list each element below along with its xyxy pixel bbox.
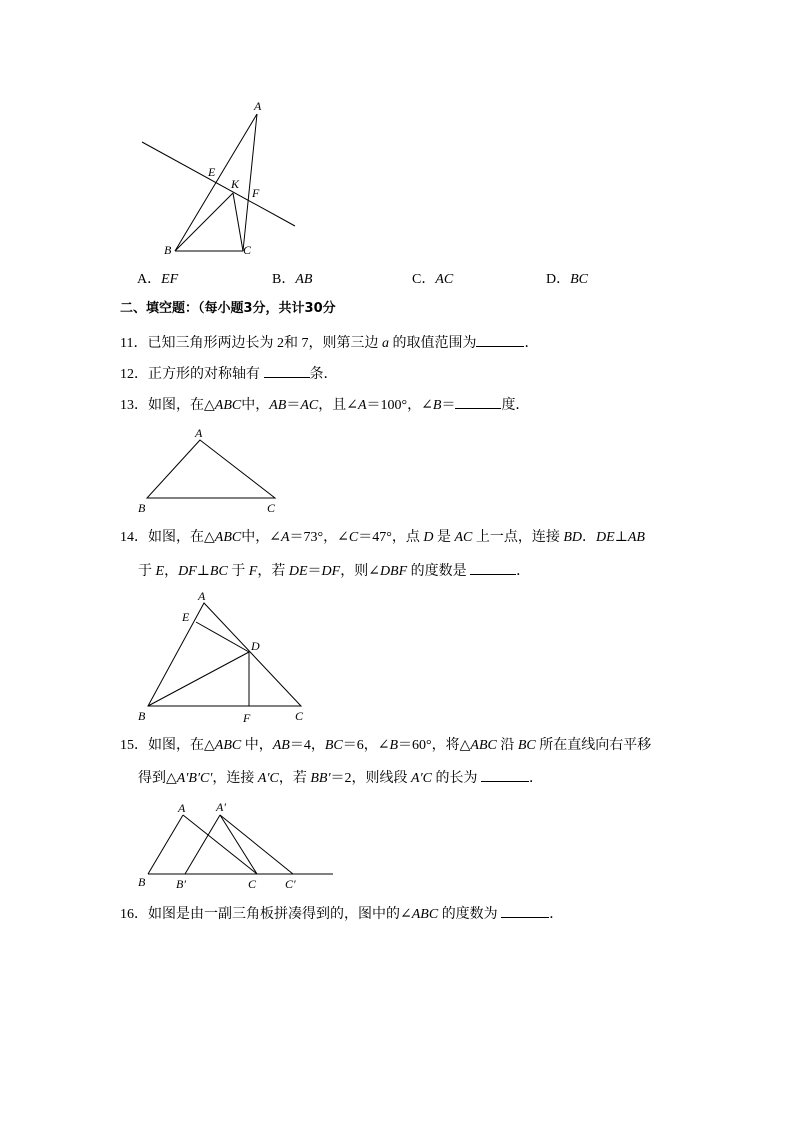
text-q14-l1-13: DE: [596, 530, 615, 545]
text-q13-end: 度．: [501, 398, 530, 413]
fig15-seg-ac: [183, 815, 257, 874]
text-q15-l2-7: A′C: [411, 771, 432, 786]
fig1-label-a: A: [254, 99, 262, 113]
text-q15-l2-8: 的长为: [432, 771, 481, 786]
text-q13-ab: AB: [269, 398, 287, 413]
text-q14-l1-4: ＝73°，∠: [289, 530, 349, 545]
text-q15-l1-7: B: [389, 738, 399, 753]
text-q14-l1-10: 上一点，连接: [472, 530, 564, 545]
text-q13-p3: ，且∠: [318, 398, 358, 413]
text-q14-l1-5: C: [348, 530, 359, 545]
text-q15-l1-1: ABC: [214, 738, 242, 753]
fig1-label-b: B: [164, 243, 172, 257]
text-q15-l2-1: A′B′C′: [176, 771, 213, 786]
text-q14-l1-9: AC: [454, 530, 473, 545]
text-q15-l2-2: ，连接: [212, 771, 258, 786]
text-q13-p5: ＝: [441, 398, 456, 413]
fig14-label-a: A: [198, 589, 206, 603]
text-q16-abc: ABC: [411, 907, 439, 922]
text-q15-l1-5: BC: [324, 738, 343, 753]
text-q11-var: a: [381, 336, 389, 351]
fig15-seg-ab: [148, 815, 183, 874]
text-q15-l1-8: ＝60°，将△: [398, 738, 471, 753]
text-q11-text_b: 的取值范围为: [392, 336, 477, 351]
text-q15-l2-3: A′C: [257, 771, 279, 786]
text-q15-l1-11: BC: [517, 738, 536, 753]
text-q13-p1: 如图，在△: [148, 398, 215, 413]
text-q15-l1-2: 中，: [241, 738, 273, 753]
text-q14-l1-6: ＝47°，点: [358, 530, 424, 545]
text-q15-l1-9: ABC: [470, 738, 497, 753]
text-q14-l2-2: ，: [164, 564, 179, 579]
fig1-label-c: C: [243, 243, 252, 257]
text-options-2-value: AC: [435, 272, 454, 287]
text-q11-num: 11．: [120, 336, 148, 351]
fig15-label-b-prime: B′: [176, 877, 186, 891]
text-q13-abc: ABC: [214, 398, 242, 413]
text-q14-l1-7: D: [423, 530, 434, 545]
text-q15-num: 15．: [120, 738, 148, 753]
text-q13-eq: ＝: [286, 398, 301, 413]
text-options-3-value: BC: [570, 272, 589, 287]
text-q14-l2-13: DBF: [379, 564, 408, 579]
fig14-label-e: E: [182, 610, 190, 624]
text-q14-l1-1: ABC: [214, 530, 242, 545]
fig15-seg-a2c: [220, 815, 257, 874]
text-q16-text_a: 如图是由一副三角板拼凑得到的，图中的∠: [148, 907, 412, 922]
fig15-label-b: B: [138, 875, 146, 889]
text-q16-end: ．: [549, 907, 564, 922]
text-q14-l1-2: 中，∠: [241, 530, 281, 545]
text-q15-end: ．: [529, 771, 543, 786]
fig15-seg-a2b2: [185, 815, 220, 874]
text-q13-ac: AC: [300, 398, 319, 413]
text-q13-a: A: [357, 398, 367, 413]
fig14-label-d: D: [251, 639, 260, 653]
text-q14-l2-6: 于: [227, 564, 249, 579]
text-q13-p2: 中，: [241, 398, 270, 413]
text-q15-l1-4: ＝4，: [289, 738, 325, 753]
text-q14-l2-9: DE: [288, 564, 308, 579]
question-16: [120, 903, 680, 925]
text-q14-end: ．: [516, 564, 531, 579]
text-q14-l2-8: ，若: [257, 564, 289, 579]
fig15-label-c-prime: C′: [285, 877, 296, 891]
text-options-2-letter: C．: [412, 272, 436, 287]
text-q14-l2-11: DF: [321, 564, 341, 579]
text-q12-text_a: 正方形的对称轴有: [148, 367, 264, 382]
fig15-label-a-prime: A′: [216, 800, 226, 814]
fig1-label-e: E: [208, 165, 216, 179]
text-q14-l2-0: 于: [138, 564, 156, 579]
text-q14-l1-14: ⊥: [614, 530, 628, 545]
text-options-1-value: AB: [295, 272, 313, 287]
text-q16-num: 16．: [120, 907, 148, 922]
text-q14-l2-7: F: [248, 564, 258, 579]
text-q15-l1-12: 所在直线向右平移: [535, 738, 652, 753]
fig14-label-c: C: [295, 709, 304, 723]
text-options-0-value: EF: [161, 272, 179, 287]
text-q14-l2-3: DF: [178, 564, 197, 579]
fig13-label-c: C: [267, 501, 276, 515]
text-q15-l1-6: ＝6，∠: [342, 738, 390, 753]
text-q14-l1-11: BD: [563, 530, 583, 545]
text-q16-text_b: 的度数为: [438, 907, 502, 922]
fig14-label-b: B: [138, 709, 146, 723]
text-q14-l1-8: 是: [433, 530, 455, 545]
text-options-3-letter: D．: [546, 272, 571, 287]
text-q15-l1-0: 如图，在△: [148, 738, 215, 753]
text-q13-p4: ＝100°，∠: [366, 398, 433, 413]
fig14-label-f: F: [243, 711, 251, 725]
text-q15-l2-4: ，若: [278, 771, 311, 786]
fig1-label-f: F: [252, 186, 260, 200]
text-q15-l1-3: AB: [272, 738, 290, 753]
text-q11-end: ．: [524, 336, 539, 351]
text-q15-l2-5: BB′: [310, 771, 331, 786]
fig1-label-k: K: [231, 177, 240, 191]
text-q14-l1-0: 如图，在△: [148, 530, 215, 545]
text-q14-l2-5: BC: [209, 564, 228, 579]
text-q14-l2-1: E: [155, 564, 165, 579]
q16-answer-blank[interactable]: [501, 903, 549, 918]
fig15-label-a: A: [178, 801, 186, 815]
fig15-label-c: C: [248, 877, 257, 891]
text-q14-l2-14: 的度数是: [407, 564, 471, 579]
text-q13-b: B: [432, 398, 442, 413]
text-options-1-letter: B．: [272, 272, 296, 287]
text-q13-num: 13．: [120, 398, 148, 413]
fig13-label-a: A: [195, 426, 203, 440]
text-q14-l2-12: ，则∠: [340, 564, 380, 579]
text-q12-num: 12．: [120, 367, 148, 382]
text-q11-text_a: 已知三角形两边长为 2和 7，则第三边: [147, 336, 379, 351]
text-q14-l1-15: AB: [627, 530, 645, 545]
text-options-0-letter: A．: [137, 272, 162, 287]
text-q14-l1-3: A: [280, 530, 290, 545]
section-title: 二、填空题：（每小题3分，共计30分: [120, 301, 336, 316]
fig13-label-b: B: [138, 501, 146, 515]
fig15-seg-a2c2: [220, 815, 293, 874]
text-q15-l2-6: ＝2，则线段: [330, 771, 412, 786]
text-q15-l1-10: 沿: [496, 738, 518, 753]
text-q14-l2-4: ⊥: [196, 564, 210, 579]
text-q14-l2-10: ＝: [307, 564, 322, 579]
text-q12-text_b: 条．: [309, 367, 338, 382]
text-q14-l1-12: ．: [582, 530, 597, 545]
text-q15-l2-0: 得到△: [138, 771, 177, 786]
text-q14-num: 14．: [120, 530, 148, 545]
